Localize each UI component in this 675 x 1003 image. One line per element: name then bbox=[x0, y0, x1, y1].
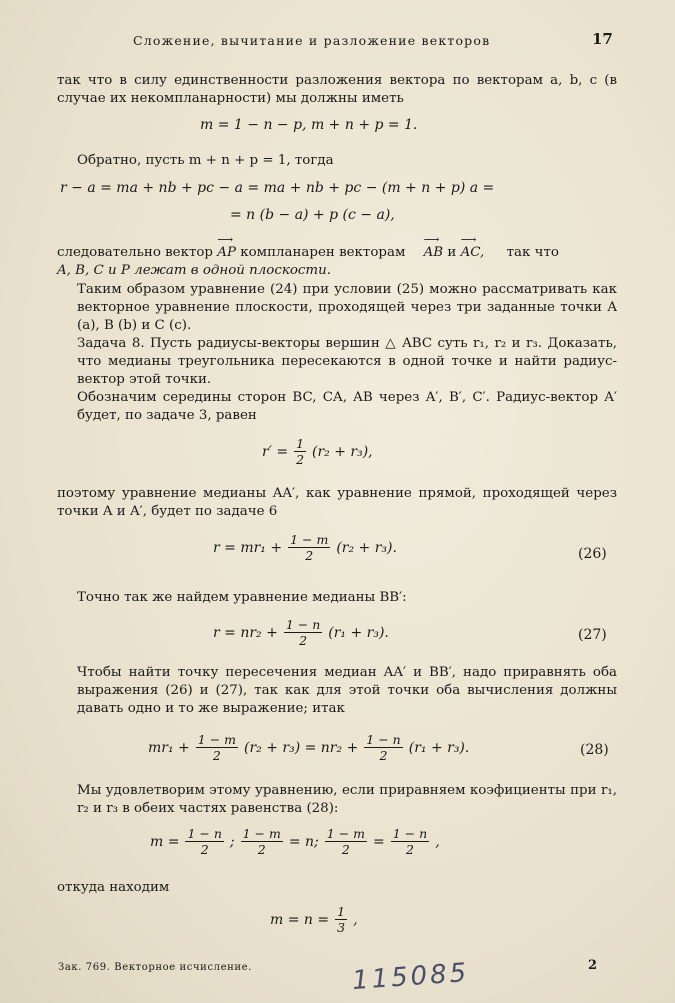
paragraph-10: Мы удовлетворим этому уравнению, если приравняем коэфициенты при r₁, r₂ и r₃ в обеих частях равенства (28): bbox=[77, 783, 617, 816]
f7-d3: 2 bbox=[341, 842, 350, 857]
eq-number-26: (26) bbox=[578, 546, 607, 562]
f6-frac2 bbox=[364, 732, 402, 763]
f6-n1: 1 − m bbox=[197, 732, 236, 747]
f7-frac1 bbox=[185, 826, 223, 857]
f3-fraction bbox=[294, 436, 306, 467]
f7-n2: 1 − m bbox=[242, 826, 281, 841]
f3-lhs: r′ = bbox=[262, 443, 289, 460]
eq-number-28: (28) bbox=[580, 742, 609, 758]
print-footer: Зак. 769. Векторное исчисление. bbox=[58, 962, 252, 973]
p3-and: и bbox=[447, 245, 457, 260]
formula-1: m = 1 − n − p, m + n + p = 1. bbox=[200, 117, 418, 133]
paragraph-9: Чтобы найти точку пересечения медиан AA′ и BB′, надо приравнять оба выражения (26) и (27), так как для этой точки оба вычисления должны давать одно и то же выражение; итак bbox=[77, 665, 617, 716]
f3-num: 1 bbox=[296, 436, 305, 451]
formula-2b: = n (b − a) + p (c − a), bbox=[230, 207, 395, 223]
formula-3 bbox=[262, 436, 373, 467]
vector-ac: ⟶ AC, bbox=[461, 245, 485, 260]
f5-num: 1 − n bbox=[285, 617, 321, 632]
paragraph-7: поэтому уравнение медианы AA′, как уравнение прямой, проходящей через точки A и A′, будет по задаче 6 bbox=[57, 486, 617, 519]
f7-frac2 bbox=[241, 826, 283, 857]
paragraph-3-line1 bbox=[57, 245, 617, 260]
f8-frac bbox=[335, 904, 347, 935]
f7-e: , bbox=[435, 833, 440, 850]
f7-d1: 2 bbox=[200, 842, 209, 857]
eq-number-27: (27) bbox=[578, 627, 607, 643]
f7-d4: 2 bbox=[405, 842, 414, 857]
f8-den: 3 bbox=[337, 920, 346, 935]
f4-den: 2 bbox=[305, 548, 314, 563]
f6-n2: 1 − n bbox=[366, 732, 401, 747]
f7-b: = n; bbox=[288, 833, 319, 850]
f4-fraction bbox=[288, 532, 330, 563]
f5-den: 2 bbox=[299, 633, 308, 648]
paragraph-8: Точно так же найдем уравнение медианы BB′: bbox=[77, 590, 407, 605]
formula-27 bbox=[213, 617, 389, 648]
f5-lhs: r = nr₂ + bbox=[213, 624, 278, 641]
signature-number: 2 bbox=[588, 958, 598, 973]
f7-s1: ; bbox=[229, 833, 235, 850]
formula-2a: r − a = ma + nb + pc − a = ma + nb + pc − (m + n + p) a = bbox=[60, 180, 495, 196]
handwritten-inventory-number: 115085 bbox=[351, 957, 471, 997]
formula-26 bbox=[213, 532, 397, 563]
p3-text-b: компланарен векторам bbox=[240, 245, 406, 260]
paragraph-2: Обратно, пусть m + n + p = 1, тогда bbox=[77, 153, 334, 168]
formula-28 bbox=[148, 732, 469, 763]
f6-frac1 bbox=[196, 732, 238, 763]
f8-num: 1 bbox=[337, 904, 346, 919]
f4-num: 1 − m bbox=[290, 532, 329, 547]
formula-result bbox=[270, 904, 358, 935]
p3-text-c: так что bbox=[506, 245, 559, 260]
f7-c: = bbox=[373, 833, 385, 850]
f7-n1: 1 − n bbox=[187, 826, 222, 841]
p3-text-a: следовательно вектор bbox=[57, 245, 214, 260]
f3-rhs: (r₂ + r₃), bbox=[312, 443, 373, 460]
f7-d2: 2 bbox=[257, 842, 266, 857]
vector-ab: ⟶ AB bbox=[424, 245, 444, 260]
paragraph-5-task8: Задача 8. Пусть радиусы-векторы вершин △ ABC суть r₁, r₂ и r₃. Доказать, что медианы треугольника пересекаются в одной точке и найти радиус-вектор этой точки. bbox=[77, 336, 617, 387]
paragraph-3-line2: A, B, C и P лежат в одной плоскости. bbox=[57, 263, 332, 278]
f5-rhs: (r₁ + r₃). bbox=[328, 624, 389, 641]
f7-a: m = bbox=[150, 833, 180, 850]
f7-frac4 bbox=[391, 826, 429, 857]
paragraph-1: так что в силу единственности разложения вектора по векторам a, b, c (в случае их некомпланарности) мы должны иметь bbox=[57, 73, 617, 106]
f6-b: (r₂ + r₃) = nr₂ + bbox=[244, 739, 359, 756]
paragraph-11: откуда находим bbox=[57, 880, 170, 895]
formula-coefficients bbox=[150, 826, 440, 857]
f4-lhs: r = mr₁ + bbox=[213, 539, 283, 556]
f6-c: (r₁ + r₃). bbox=[408, 739, 470, 756]
f7-frac3 bbox=[325, 826, 367, 857]
paragraph-6: Обозначим середины сторон BC, CA, AB через A′, B′, C′. Радиус-вектор A′ будет, по задаче 3, равен bbox=[77, 390, 617, 423]
f7-n3: 1 − m bbox=[326, 826, 366, 841]
f6-d2: 2 bbox=[379, 748, 388, 763]
vector-ap: ⟶ AP bbox=[217, 245, 236, 260]
running-header: Сложение, вычитание и разложение векторов bbox=[133, 33, 491, 48]
f3-den: 2 bbox=[296, 452, 305, 467]
page-number: 17 bbox=[592, 30, 613, 48]
f7-n4: 1 − n bbox=[392, 826, 428, 841]
f6-a: mr₁ + bbox=[148, 739, 190, 756]
paragraph-4: Таким образом уравнение (24) при условии (25) можно рассматривать как векторное уравнение плоскости, проходящей через три заданные точки A (a), B (b) и C (c). bbox=[77, 282, 617, 333]
f6-d1: 2 bbox=[212, 748, 221, 763]
f8-a: m = n = bbox=[270, 911, 330, 928]
f5-fraction bbox=[284, 617, 322, 648]
f8-e: , bbox=[353, 911, 358, 928]
f4-rhs: (r₂ + r₃). bbox=[336, 539, 397, 556]
